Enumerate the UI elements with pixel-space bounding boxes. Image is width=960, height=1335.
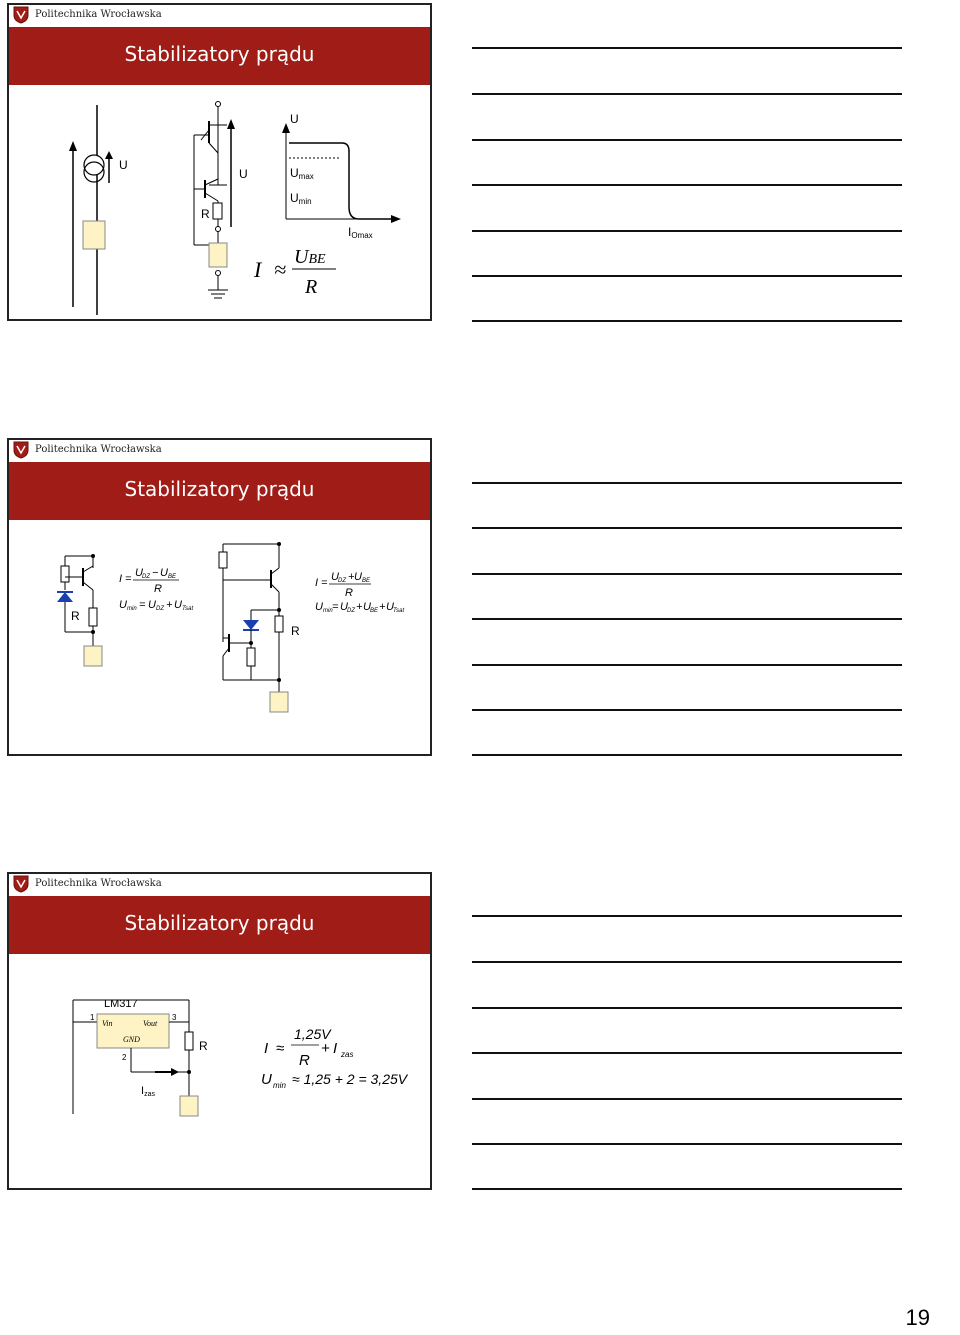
slide-content — [9, 85, 430, 319]
svg-text:+: + — [348, 571, 355, 583]
university-logo-icon — [13, 875, 29, 893]
formula-i: I — [254, 257, 262, 282]
slide-header — [9, 5, 430, 28]
svg-text:min: min — [323, 608, 333, 614]
label-r1: R — [71, 609, 80, 623]
page-number: 19 — [905, 1305, 930, 1330]
label-u-left: U — [119, 158, 128, 172]
label-r2: R — [291, 624, 300, 638]
slide-header — [9, 440, 430, 463]
pin-vin: Vin — [102, 1019, 113, 1028]
svg-text:Tsat: Tsat — [393, 608, 405, 614]
svg-text:BE: BE — [362, 578, 371, 584]
svg-text:R: R — [345, 587, 353, 599]
slide-title: Stabilizatory prądu — [124, 911, 315, 935]
slide-content — [9, 954, 430, 1188]
slide-1 — [7, 3, 432, 321]
svg-text:U: U — [135, 567, 143, 579]
svg-text:U: U — [331, 571, 339, 583]
formula-numerator: UBE — [294, 246, 326, 268]
university-logo-icon — [13, 6, 29, 24]
slide-2 — [7, 438, 432, 756]
umax-label: Umax — [290, 166, 314, 181]
pin-vout: Vout — [143, 1019, 158, 1028]
svg-text:U: U — [354, 571, 362, 583]
pin-2: 2 — [122, 1053, 127, 1062]
svg-text:DZ: DZ — [338, 578, 346, 584]
svg-text:=: = — [125, 573, 132, 585]
label-u-mid: U — [239, 167, 248, 181]
svg-text:min: min — [127, 606, 137, 612]
slide-title: Stabilizatory prądu — [124, 42, 315, 66]
circuit-diagram — [9, 85, 430, 319]
slide-content — [9, 520, 430, 754]
title-bar — [9, 27, 430, 85]
svg-text:min: min — [273, 1081, 286, 1090]
svg-text:≈ 1,25 + 2 = 3,25V: ≈ 1,25 + 2 = 3,25V — [292, 1071, 408, 1087]
svg-text:U: U — [119, 599, 127, 611]
iomax-label: IOmax — [348, 225, 373, 240]
svg-text:U: U — [363, 601, 371, 613]
svg-text:BE: BE — [370, 608, 379, 614]
svg-text:U: U — [160, 567, 168, 579]
formula-approx: ≈ — [274, 257, 287, 282]
izas-label: Izas — [141, 1085, 155, 1098]
svg-text:+: + — [321, 1040, 330, 1057]
svg-text:=: = — [139, 599, 146, 611]
svg-text:Tsat: Tsat — [182, 606, 194, 612]
university-logo-icon — [13, 441, 29, 459]
circuit-diagram — [9, 520, 430, 754]
formula-3 — [261, 1026, 409, 1090]
pin-gnd: GND — [123, 1035, 140, 1044]
university-name: Politechnika Wrocławska — [35, 444, 162, 455]
svg-text:I: I — [315, 577, 319, 589]
svg-text:+: + — [379, 601, 386, 613]
formula-1 — [119, 567, 193, 612]
svg-text:R: R — [299, 1052, 310, 1069]
svg-text:I: I — [119, 573, 123, 585]
svg-text:U: U — [340, 601, 348, 613]
svg-text:DZ: DZ — [142, 574, 150, 580]
svg-text:I: I — [264, 1040, 269, 1057]
svg-text:+: + — [166, 599, 173, 611]
slide-header — [9, 874, 430, 897]
university-name: Politechnika Wrocławska — [35, 878, 162, 889]
svg-text:DZ: DZ — [156, 606, 164, 612]
svg-text:≈: ≈ — [276, 1040, 285, 1057]
svg-text:U: U — [261, 1071, 272, 1088]
formula-2 — [315, 571, 404, 614]
svg-text:U: U — [174, 599, 182, 611]
svg-text:BE: BE — [168, 574, 177, 580]
label-r: R — [199, 1039, 208, 1053]
title-bar — [9, 896, 430, 954]
circuit-diagram — [9, 954, 430, 1188]
label-r: R — [201, 207, 210, 221]
svg-text:DZ: DZ — [347, 608, 355, 614]
slide-3 — [7, 872, 432, 1190]
pin-1: 1 — [90, 1013, 95, 1022]
svg-text:U: U — [148, 599, 156, 611]
pin-3: 3 — [172, 1013, 177, 1022]
svg-text:I: I — [333, 1040, 338, 1057]
svg-text:−: − — [152, 567, 159, 579]
svg-text:U: U — [315, 601, 323, 613]
university-name: Politechnika Wrocławska — [35, 9, 162, 20]
svg-text:=: = — [332, 601, 339, 613]
svg-text:R: R — [154, 583, 162, 595]
title-bar — [9, 462, 430, 520]
svg-text:=: = — [321, 577, 328, 589]
umin-label: Umin — [290, 191, 312, 206]
formula-denominator: R — [305, 276, 318, 298]
graph-u-label: U — [290, 112, 299, 126]
svg-text:+: + — [356, 601, 363, 613]
svg-text:1,25V: 1,25V — [294, 1026, 331, 1042]
ic-label: LM317 — [104, 998, 138, 1010]
svg-text:U: U — [386, 601, 394, 613]
svg-text:zas: zas — [341, 1050, 354, 1059]
slide-title: Stabilizatory prądu — [124, 477, 315, 501]
